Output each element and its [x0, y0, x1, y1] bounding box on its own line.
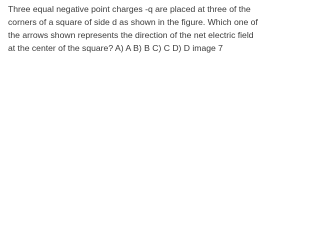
question-text — [8, 3, 258, 55]
question-line: the arrows shown represents the direction of the net electric field — [8, 30, 254, 40]
question-line: Three equal negative point charges -q are placed at three of the — [8, 4, 251, 14]
question-line: at the center of the square? A) A B) B C) C D) D image 7 — [8, 43, 223, 53]
question-line: corners of a square of side d as shown in the figure. Which one of — [8, 17, 258, 27]
